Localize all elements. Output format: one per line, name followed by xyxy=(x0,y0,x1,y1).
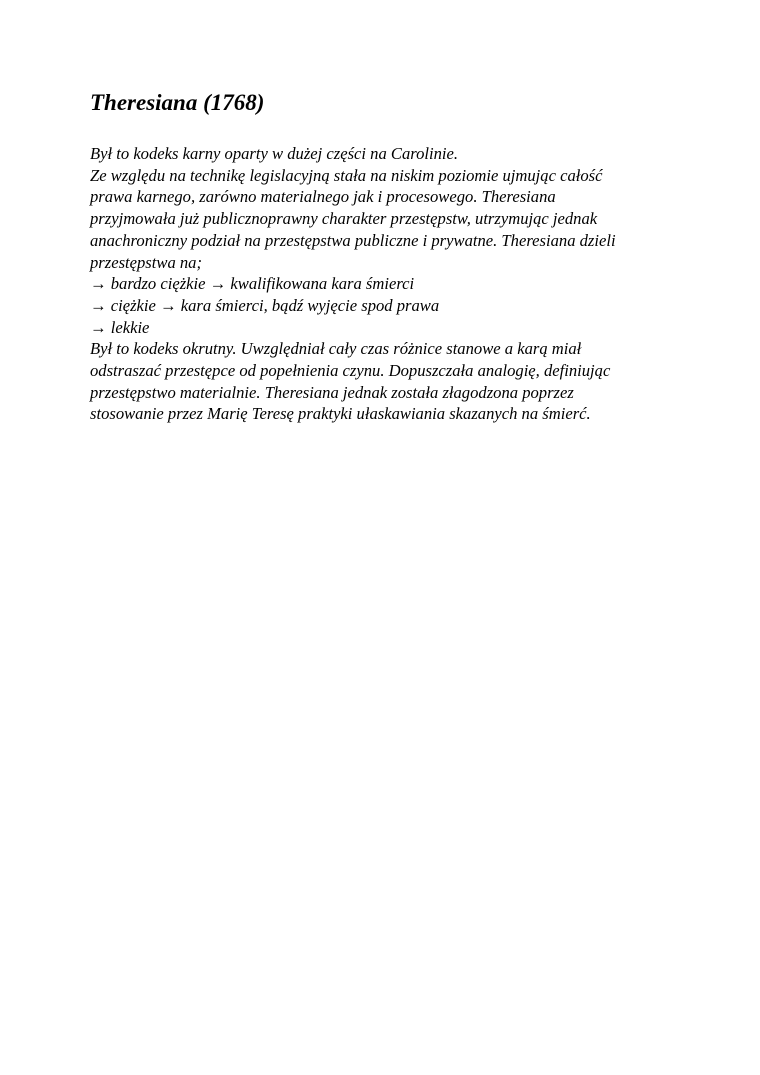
text-line: odstraszać przestępce od popełnienia czynu. Dopuszczała analogię, definiując xyxy=(90,361,611,381)
text-line: stosowanie przez Marię Teresę praktyki ułaskawiania skazanych na śmierć. xyxy=(90,404,591,424)
text-line: Był to kodeks karny oparty w dużej części na Carolinie. xyxy=(90,144,459,163)
text-line: Był to kodeks okrutny. Uwzględniał cały czas różnice stanowe a karą miał xyxy=(90,339,582,359)
text-line: anachroniczny podział na przestępstwa publiczne i prywatne. Theresiana dzieli xyxy=(90,230,616,250)
text-line: Ze względu na technikę legislacyjną stała na niskim poziomie ujmując całość xyxy=(90,165,603,185)
list-item: → lekkie xyxy=(90,317,150,337)
text-line: przestępstwo materialnie. Theresiana jednak została złagodzona poprzez xyxy=(90,382,574,402)
text-line: prawa karnego, zarówno materialnego jak i procesowego. Theresiana xyxy=(90,187,556,207)
document-title: Theresiana (1768) xyxy=(90,90,265,115)
text-line: przestępstwa na; xyxy=(90,252,203,272)
text-line: przyjmowała już publicznoprawny charakter przestępstw, utrzymując jednak xyxy=(90,209,598,229)
list-item: → bardzo ciężkie → kwalifikowana kara śmierci xyxy=(90,274,415,294)
list-item: → ciężkie → kara śmierci, bądź wyjęcie spod prawa xyxy=(90,295,440,315)
document-body xyxy=(90,143,616,425)
